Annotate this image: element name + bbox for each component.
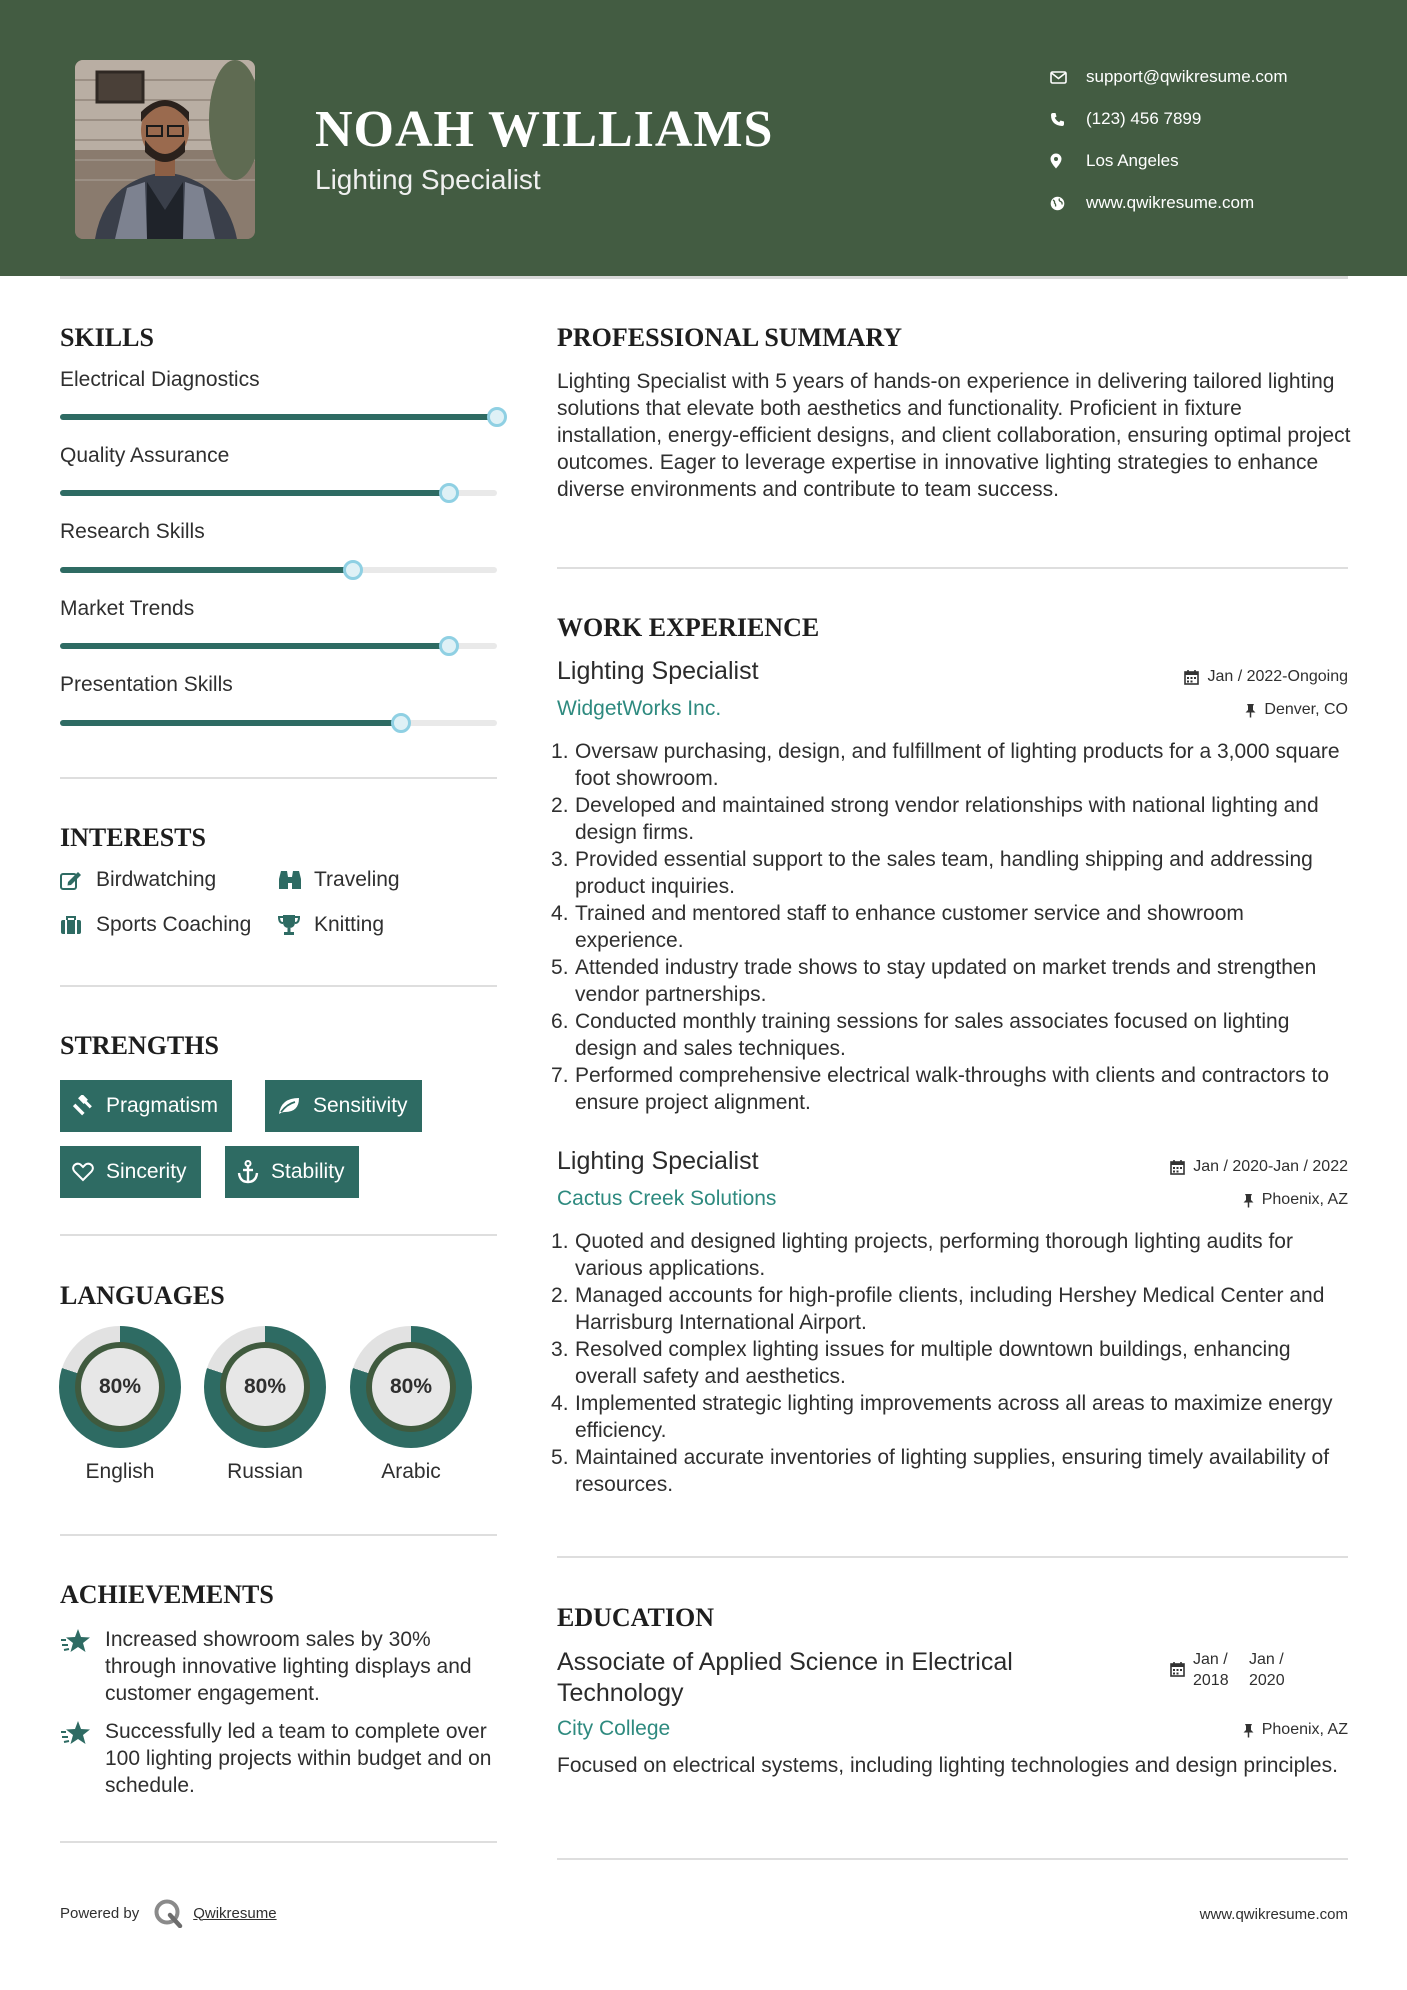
- interest-item: [60, 868, 216, 892]
- job-location-text: Phoenix, AZ: [1261, 1191, 1348, 1208]
- skill-label: Market Trends: [60, 597, 195, 620]
- skill-bar: [60, 490, 497, 496]
- degree-title: Associate of Applied Science in Electrical Technology: [557, 1648, 1013, 1707]
- candidate-name: NOAH WILLIAMS: [315, 101, 774, 158]
- language-percent: 80%: [372, 1348, 450, 1426]
- job-title: Lighting Specialist: [557, 1147, 759, 1175]
- contact-phone-text: (123) 456 7899: [1086, 109, 1202, 128]
- company-name: Cactus Creek Solutions: [557, 1187, 777, 1210]
- interest-item: [278, 868, 400, 892]
- responsibility-item: Managed accounts for high-profile clients, including Hershey Medical Center and Harrisburg International Airport.: [575, 1284, 1325, 1334]
- contact-email[interactable]: [1050, 56, 1288, 98]
- candidate-title: Lighting Specialist: [315, 164, 541, 195]
- education-heading: EDUCATION: [557, 1603, 714, 1632]
- language-ring: [350, 1326, 472, 1448]
- section-divider: [60, 1841, 497, 1843]
- contact-website-text: www.qwikresume.com: [1086, 193, 1255, 212]
- language-arabic: [350, 1326, 472, 1484]
- responsibility-item: Provided essential support to the sales team, handling shipping and addressing product inquiries.: [575, 848, 1313, 898]
- education-end-month: Jan /: [1249, 1651, 1284, 1668]
- skill-label: Electrical Diagnostics: [60, 368, 260, 391]
- job-dates-text: Jan / 2020-Jan / 2022: [1193, 1158, 1348, 1175]
- skill-bar-fill: [60, 414, 497, 420]
- star-icon: [60, 1626, 105, 1707]
- summary-text: Lighting Specialist with 5 years of hands-on experience in delivering tailored lighting solutions that elevate both aesthetics and functionality. Proficient in fixture installation, energy-efficient designs, and client collaboration, ensuring optimal project outcomes. Eager to leverage expertise in innovative lighting strategies to enhance diverse environments and contribute to team success.: [557, 370, 1351, 501]
- skill-bar-knob: [439, 483, 459, 503]
- job-title: Lighting Specialist: [557, 657, 759, 685]
- interest-label: Birdwatching: [96, 868, 217, 891]
- skill-bar: [60, 720, 497, 726]
- skill-bar-knob: [391, 713, 411, 733]
- contact-phone[interactable]: [1050, 98, 1288, 140]
- language-name: English: [85, 1460, 155, 1483]
- pushpin-icon: [1243, 1723, 1254, 1738]
- pushpin-icon: [1243, 1193, 1254, 1208]
- strength-label: Sincerity: [106, 1160, 187, 1183]
- achievements-heading: ACHIEVEMENTS: [60, 1580, 274, 1609]
- responsibility-item: Attended industry trade shows to stay updated on market trends and strengthen vendor partnerships.: [575, 956, 1317, 1006]
- language-russian: [204, 1326, 326, 1484]
- company-name: WidgetWorks Inc.: [557, 697, 722, 720]
- location-pin-icon: [1050, 153, 1086, 169]
- section-divider: [60, 985, 497, 987]
- responsibility-item: Performed comprehensive electrical walk-throughs with clients and contractors to ensure project alignment.: [575, 1064, 1330, 1114]
- job-dates: [1184, 668, 1348, 686]
- summary-heading: PROFESSIONAL SUMMARY: [557, 323, 903, 352]
- interests-heading: INTERESTS: [60, 823, 206, 852]
- skill-bar-knob: [343, 560, 363, 580]
- interest-item: [278, 913, 384, 937]
- strength-label: Sensitivity: [313, 1094, 408, 1117]
- achievement-text: Increased showroom sales by 30% through innovative lighting displays and customer engagement.: [105, 1628, 472, 1705]
- section-divider: [557, 1858, 1348, 1860]
- achievement-item: [60, 1718, 500, 1799]
- skill-bar-fill: [60, 567, 353, 573]
- achievement-item: [60, 1626, 500, 1707]
- skill-bar: [60, 567, 497, 573]
- edit-icon: [60, 870, 96, 890]
- footer-powered-by: [60, 1898, 277, 1928]
- section-divider: [557, 1556, 1348, 1558]
- school-name: City College: [557, 1717, 671, 1740]
- education-location: [1243, 1721, 1348, 1739]
- envelope-icon: [1050, 71, 1086, 84]
- interest-item: [60, 913, 251, 937]
- languages-heading: LANGUAGES: [60, 1281, 225, 1310]
- heart-icon: [72, 1162, 94, 1182]
- responsibility-item: Resolved complex lighting issues for multiple downtown buildings, enhancing overall safety and aesthetics.: [575, 1338, 1291, 1388]
- pushpin-icon: [1245, 703, 1256, 718]
- education-description: Focused on electrical systems, including lighting technologies and design principles.: [557, 1754, 1338, 1777]
- contact-location: [1050, 140, 1288, 182]
- education-end-year: 2020: [1249, 1672, 1285, 1689]
- strength-badge-sensitivity: [265, 1080, 422, 1132]
- interest-label: Knitting: [314, 913, 385, 936]
- profile-photo: [75, 60, 255, 239]
- job-dates: [1170, 1158, 1348, 1176]
- trophy-icon: [278, 914, 314, 936]
- skill-bar-fill: [60, 720, 401, 726]
- job-location: [1243, 1191, 1348, 1209]
- language-ring: [59, 1326, 181, 1448]
- powered-by-label: Powered by: [60, 1904, 140, 1922]
- education-start-month: Jan /: [1193, 1651, 1228, 1668]
- skill-bar: [60, 643, 497, 649]
- job-responsibilities: [575, 738, 1347, 1116]
- contact-list: [1050, 56, 1288, 224]
- language-name: Russian: [227, 1460, 303, 1483]
- education-location-text: Phoenix, AZ: [1261, 1721, 1348, 1738]
- skill-bar-knob: [487, 407, 507, 427]
- skill-label: Research Skills: [60, 520, 205, 543]
- strength-label: Pragmatism: [106, 1094, 219, 1117]
- section-divider: [60, 1534, 497, 1536]
- education-end: [1249, 1649, 1285, 1691]
- job-responsibilities: [575, 1228, 1347, 1498]
- contact-website[interactable]: [1050, 182, 1288, 224]
- gavel-icon: [72, 1095, 94, 1117]
- interest-label: Sports Coaching: [96, 913, 252, 936]
- responsibility-item: Developed and maintained strong vendor relationships with national lighting and design firms.: [575, 794, 1319, 844]
- education-start: [1193, 1649, 1249, 1691]
- calendar-icon: [1170, 1159, 1185, 1175]
- section-divider: [557, 567, 1348, 569]
- responsibility-item: Oversaw purchasing, design, and fulfillment of lighting products for a 3,000 square foot showroom.: [575, 740, 1340, 790]
- section-divider: [60, 777, 497, 779]
- footer-url[interactable]: www.qwikresume.com: [1199, 1906, 1348, 1923]
- skill-label: Presentation Skills: [60, 673, 233, 696]
- responsibility-item: Maintained accurate inventories of lighting supplies, ensuring timely availability of resources.: [575, 1446, 1330, 1496]
- leaf-icon: [277, 1096, 301, 1116]
- strength-badge-pragmatism: [60, 1080, 232, 1132]
- anchor-icon: [237, 1160, 259, 1184]
- language-percent: 80%: [226, 1348, 304, 1426]
- job-dates-text: Jan / 2022-Ongoing: [1207, 668, 1348, 685]
- resume-header: [0, 0, 1407, 276]
- section-divider: [60, 1234, 497, 1236]
- responsibility-item: Trained and mentored staff to enhance customer service and showroom experience.: [575, 902, 1244, 952]
- skills-heading: SKILLS: [60, 323, 154, 352]
- interest-label: Traveling: [314, 868, 400, 891]
- briefcase-icon: [60, 915, 96, 935]
- strength-label: Stability: [271, 1160, 345, 1183]
- achievement-text: Successfully led a team to complete over 100 lighting projects within budget and on schedule.: [105, 1720, 492, 1797]
- strengths-heading: STRENGTHS: [60, 1031, 219, 1060]
- contact-email-text: support@qwikresume.com: [1086, 67, 1288, 86]
- header-divider: [60, 276, 1348, 279]
- language-english: [59, 1326, 181, 1484]
- skill-bar-fill: [60, 490, 449, 496]
- responsibility-item: Implemented strategic lighting improvements across all areas to maximize energy efficiency.: [575, 1392, 1333, 1442]
- responsibility-item: Conducted monthly training sessions for sales associates focused on lighting design and sales techniques.: [575, 1010, 1290, 1060]
- education-dates: [1170, 1649, 1285, 1691]
- skill-bar-knob: [439, 636, 459, 656]
- qwikresume-logo-icon: [153, 1898, 183, 1928]
- skill-label: Quality Assurance: [60, 444, 230, 467]
- strength-badge-sincerity: [60, 1146, 201, 1198]
- contact-location-text: Los Angeles: [1086, 151, 1179, 170]
- calendar-icon: [1170, 1649, 1185, 1677]
- job-location: [1245, 701, 1348, 719]
- skill-bar-fill: [60, 643, 449, 649]
- phone-icon: [1050, 112, 1086, 127]
- job-location-text: Denver, CO: [1264, 701, 1348, 718]
- star-icon: [60, 1718, 105, 1799]
- calendar-icon: [1184, 669, 1199, 685]
- globe-icon: [1050, 196, 1086, 211]
- language-ring: [204, 1326, 326, 1448]
- strength-badge-stability: [225, 1146, 359, 1198]
- language-name: Arabic: [381, 1460, 441, 1483]
- binoculars-icon: [278, 869, 314, 891]
- experience-heading: WORK EXPERIENCE: [557, 613, 820, 642]
- qwikresume-link[interactable]: Qwikresume: [193, 1904, 277, 1922]
- language-percent: 80%: [81, 1348, 159, 1426]
- responsibility-item: Quoted and designed lighting projects, performing thorough lighting audits for various applications.: [575, 1230, 1293, 1280]
- skill-bar: [60, 414, 497, 420]
- education-start-year: 2018: [1193, 1672, 1229, 1689]
